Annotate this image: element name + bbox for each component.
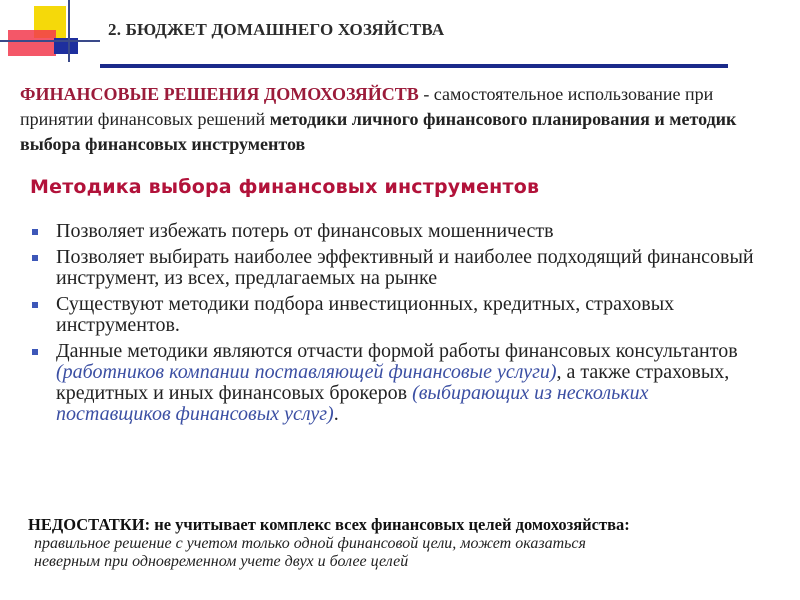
bullet-square-icon: [32, 302, 38, 308]
drawbacks-heading: НЕДОСТАТКИ: не учитывает комплекс всех финансовых целей домохозяйства:: [28, 515, 630, 534]
list-item-text: Существуют методики подбора инвестиционных, кредитных, страховых инструментов.: [56, 293, 675, 336]
title-divider: [100, 64, 728, 68]
logo-horizontal-line: [0, 40, 100, 42]
definition-term: ФИНАНСОВЫЕ РЕШЕНИЯ ДОМОХОЗЯЙСТВ: [20, 84, 419, 104]
list-item: [32, 247, 762, 289]
page-title: 2. БЮДЖЕТ ДОМАШНЕГО ХОЗЯЙСТВА: [108, 20, 445, 39]
logo-red-square: [8, 30, 56, 56]
bullet-list: [32, 221, 762, 430]
definition-paragraph: [20, 82, 780, 157]
list-item-italic-note: (работников компании поставляющей финансовые услуги): [56, 361, 557, 383]
list-item-text: Данные методики являются отчасти формой работы финансовых консультантов: [56, 340, 738, 362]
list-item-italic-note: (выбирающих из нескольких поставщиков финансовых услуг): [56, 382, 649, 425]
list-item-text: Позволяет выбирать наиболее эффективный и наиболее подходящий финансовый инструмент, из всех, предлагаемых на рынке: [56, 246, 754, 289]
drawbacks-block: [28, 515, 788, 571]
bullet-square-icon: [32, 229, 38, 235]
bullet-square-icon: [32, 255, 38, 261]
drawbacks-note-line: неверным при одновременном учете двух и более целей: [34, 553, 409, 570]
bullet-square-icon: [32, 349, 38, 355]
section-heading: Методика выбора финансовых инструментов: [30, 176, 540, 198]
logo-vertical-line: [68, 0, 70, 62]
list-item-text: , а также страховых, кредитных и иных финансовых брокеров: [56, 361, 730, 404]
list-item-text: .: [333, 403, 339, 425]
drawbacks-note-line: правильное решение с учетом только одной финансовой цели, может оказаться: [34, 535, 586, 552]
logo-decoration: [0, 0, 110, 60]
list-item: [32, 294, 762, 336]
list-item-text: Позволяет избежать потерь от финансовых мошенничеств: [56, 220, 554, 242]
definition-text: - самостоятельное использование при принятии финансовых решений: [20, 84, 714, 129]
list-item: [32, 341, 762, 425]
definition-bold-text: методики личного финансового планирования и методик выбора финансовых инструментов: [20, 109, 737, 154]
list-item: [32, 221, 762, 242]
